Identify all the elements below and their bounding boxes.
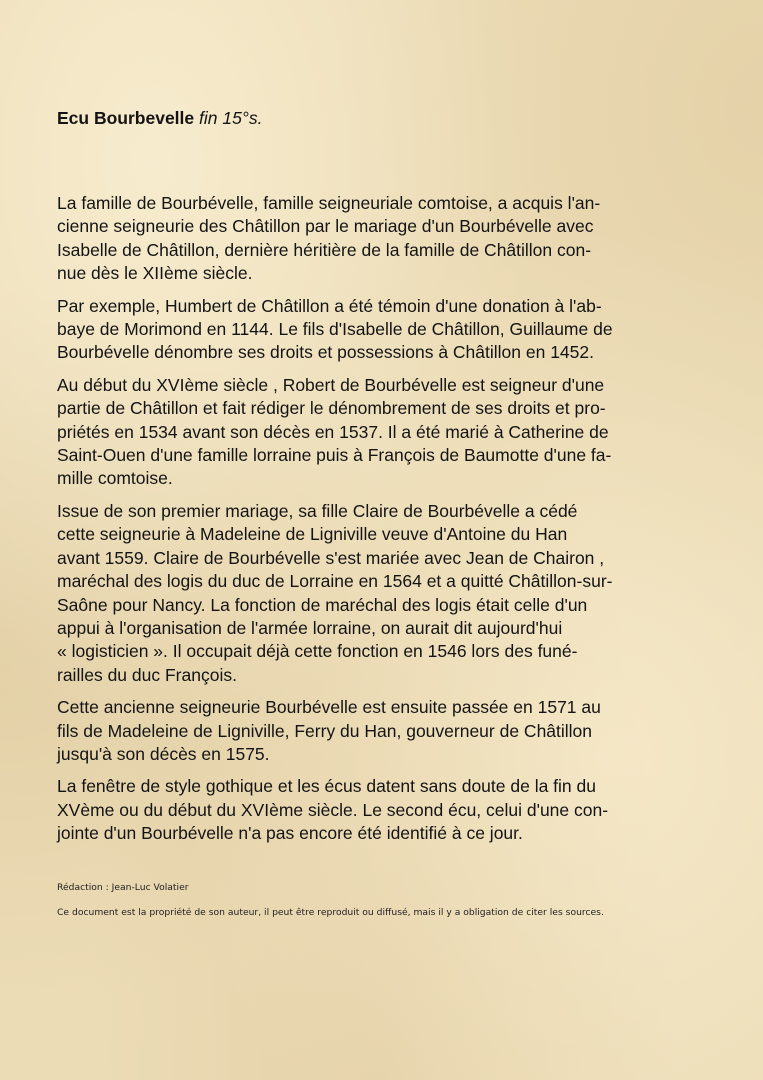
text-line: La famille de Bourbévelle, famille seigneuriale comtoise, a acquis l'an- (57, 193, 601, 213)
paragraph (57, 696, 717, 766)
text-line: Cette ancienne seigneurie Bourbévelle est ensuite passée en 1571 au (57, 697, 601, 718)
text-line: Bourbévelle dénombre ses droits et possessions à Châtillon en 1452. (57, 342, 594, 363)
text-line: cette seigneurie à Madeleine de Ligniville veuve d'Antoine du Han (57, 524, 568, 545)
text-line: Par exemple, Humbert de Châtillon a été témoin d'une donation à l'ab- (57, 295, 602, 316)
text-line: priétés en 1534 avant son décès en 1537. Il a été marié à Catherine de (57, 421, 609, 442)
text-line: jusqu'à son décès en 1575. (57, 743, 270, 764)
text-line: partie de Châtillon et fait rédiger le dénombrement de ses droits et pro- (57, 398, 606, 419)
paragraph (57, 374, 717, 491)
text-line: maréchal des logis du duc de Lorraine en 1564 et a quitté Châtillon-sur- (57, 571, 613, 592)
text-line: XVème ou du début du XVIème siècle. Le second écu, celui d'une con- (57, 799, 609, 820)
text-line: fils de Madeleine de Ligniville, Ferry du Han, gouverneur de Châtillon (57, 720, 593, 741)
text-line: baye de Morimond en 1144. Le fils d'Isabelle de Châtillon, Guillaume de (57, 319, 613, 340)
text-line: Au début du XVIème siècle , Robert de Bourbévelle est seigneur d'une (57, 374, 605, 395)
text-line: jointe d'un Bourbévelle n'a pas encore été identifié à ce jour. (57, 823, 523, 844)
paragraph (57, 192, 717, 286)
text-line: Issue de son premier mariage, sa fille Claire de Bourbévelle a cédé (57, 500, 578, 521)
text-line: « logisticien ». Il occupait déjà cette fonction en 1546 lors des funé- (57, 641, 578, 662)
text-line: Saint-Ouen d'une famille lorraine puis à François de Baumotte d'une fa- (57, 445, 612, 466)
text-line: mille comtoise. (57, 468, 173, 489)
text-line: La fenêtre de style gothique et les écus datent sans doute de la fin du (57, 776, 596, 797)
text-line: cienne seigneurie des Châtillon par le mariage d'un Bourbévelle avec (57, 216, 594, 237)
document-footer (57, 882, 604, 918)
title-main: Ecu Bourbevelle (57, 108, 195, 128)
paragraph (57, 500, 717, 687)
text-line: avant 1559. Claire de Bourbévelle s'est mariée avec Jean de Chairon , (57, 547, 605, 568)
paragraph (57, 295, 717, 365)
author-credit: Rédaction : Jean-Luc Volatier (57, 882, 189, 893)
paragraph (57, 775, 717, 845)
text-line: Saône pour Nancy. La fonction de maréchal des logis était celle d'un (57, 594, 588, 615)
text-line: Isabelle de Châtillon, dernière héritière de la famille de Châtillon con- (57, 239, 592, 260)
text-line: appui à l'organisation de l'armée lorraine, on aurait dit aujourd'hui (57, 617, 563, 638)
document-title (57, 107, 262, 129)
article-body (57, 192, 717, 855)
copyright-notice: Ce document est la propriété de son auteur, il peut être reproduit ou diffusé, mais il y a obligation de citer les sources. (57, 907, 604, 918)
text-line: nue dès le XIIème siècle. (57, 263, 253, 284)
title-date: fin 15°s. (199, 108, 263, 128)
text-line: railles du duc François. (57, 664, 237, 685)
